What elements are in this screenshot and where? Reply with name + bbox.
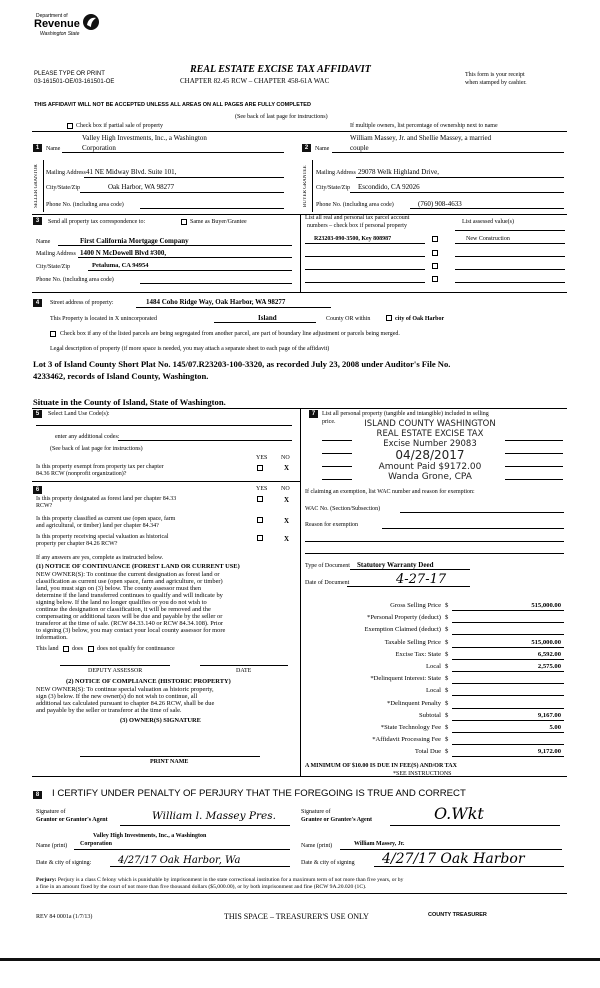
fee-row bbox=[305, 712, 567, 722]
city-checkbox[interactable] bbox=[386, 315, 392, 321]
fee-currency: $ bbox=[445, 626, 449, 634]
fee-line bbox=[452, 732, 564, 733]
pp-line-4b bbox=[505, 479, 563, 480]
grantor-sig-label-1: Signature of bbox=[36, 809, 66, 815]
fee-currency: $ bbox=[445, 711, 449, 719]
correspondence-mailing: 1400 N McDowell Blvd #300, bbox=[80, 249, 167, 257]
fee-value: 9,167.00 bbox=[537, 711, 561, 719]
buyer-mailing: 29078 Welk Highland Drive, bbox=[358, 168, 439, 176]
section-7-bottom bbox=[32, 776, 567, 777]
fee-row bbox=[305, 700, 567, 710]
owner-signature-line bbox=[80, 756, 260, 757]
grantor-date-label: Date & city of signing: bbox=[36, 860, 92, 866]
parcel-line-4 bbox=[305, 282, 425, 283]
correspondence-phone-label: Phone No. (including area code) bbox=[36, 277, 114, 283]
section-5-number: 5 bbox=[33, 410, 42, 418]
parcel-number: R23203-090-3500, Key 808987 bbox=[314, 236, 392, 242]
county-name: Island bbox=[258, 314, 277, 322]
street-address-line bbox=[136, 307, 331, 308]
doc-type: Statutory Warranty Deed bbox=[357, 561, 434, 569]
parcel-4-checkbox[interactable] bbox=[432, 276, 438, 282]
buyer-name-1: William Massey, Jr. and Shellie Massey, a married bbox=[350, 134, 492, 142]
seller-name-2: Corporation bbox=[82, 144, 116, 152]
frame-top bbox=[32, 131, 567, 132]
form-chapter: CHAPTER 82.45 RCW – CHAPTER 458-61A WAC bbox=[180, 77, 330, 85]
additional-codes-label: enter any additional codes: bbox=[55, 434, 120, 440]
partial-sale-label: Check box if partial sale of property bbox=[76, 123, 163, 129]
land-use-label: Select Land Use Code(s): bbox=[48, 411, 110, 417]
seller-mailing-line bbox=[84, 177, 284, 178]
segregated-label: Check box if any of the listed parcels are being segregated from another parcel, are part of boundary line adjustment or parcels being merged. bbox=[60, 331, 400, 337]
buyer-name-2: couple bbox=[350, 144, 369, 152]
buyer-phone-label: Phone No. (including area code) bbox=[316, 202, 394, 208]
deputy-date-line bbox=[200, 665, 288, 666]
lower-column-divider bbox=[300, 408, 301, 776]
fee-currency: $ bbox=[445, 724, 449, 731]
current-use-question-2: and agricultural, or timber) land per chapter 84.34? bbox=[36, 523, 159, 529]
land-does-not-label: does not qualify for continuance bbox=[97, 646, 175, 652]
exempt-question-2: 84.36 RCW (nonprofit organization)? bbox=[36, 471, 127, 477]
personal-property-2: price. bbox=[322, 419, 336, 425]
historic-question-2: property per chapter 84.26 RCW? bbox=[36, 541, 118, 547]
doc-type-line bbox=[350, 569, 470, 570]
pp-line-1a bbox=[322, 440, 352, 441]
seller-city: Oak Harbor, WA 98277 bbox=[108, 183, 175, 191]
grantor-sig-label-2: Grantor or Grantor's Agent bbox=[36, 817, 108, 823]
fee-row bbox=[305, 663, 567, 673]
correspondence-name: First California Mortgage Company bbox=[80, 237, 189, 245]
fee-line bbox=[452, 683, 564, 684]
fee-value: 6,592.00 bbox=[537, 650, 561, 658]
historic-question-1: Is this property receiving special valuation as historical bbox=[36, 534, 169, 540]
fee-line bbox=[452, 671, 564, 672]
grantee-sig-line bbox=[390, 825, 560, 826]
notice-continuance-line-5: signing below. If the land no longer qualifies or you do not wish to bbox=[36, 599, 207, 606]
perjury-bold: Perjury: bbox=[36, 877, 57, 883]
fee-currency: $ bbox=[445, 663, 449, 670]
please-type: PLEASE TYPE OR PRINT bbox=[34, 71, 105, 77]
notice-continuance-title: (1) NOTICE OF CONTINUANCE (FOREST LAND OR CURRENT USE) bbox=[36, 563, 240, 570]
fee-label: Excise Tax: State bbox=[395, 650, 441, 658]
grantee-print: William Massey, Jr. bbox=[354, 841, 405, 847]
fee-row bbox=[305, 626, 567, 636]
grantor-print-line bbox=[74, 849, 290, 850]
pp-line-1b bbox=[505, 440, 563, 441]
notice-continuance-line-4: determine if the land transferred continues to qualify and will indicate by bbox=[36, 592, 223, 599]
fee-line bbox=[452, 647, 564, 648]
fee-row bbox=[305, 748, 567, 758]
fee-label: *Delinquent Penalty bbox=[386, 699, 441, 707]
exemption-claim-label: If claiming an exemption, list WAC number and reason for exemption: bbox=[305, 489, 475, 495]
fee-value: 5.00 bbox=[549, 724, 561, 731]
buyer-mailing-label: Mailing Address bbox=[316, 170, 356, 176]
seller-mailing: 41 NE Midway Blvd. Suite 101, bbox=[86, 168, 177, 176]
tax-correspondence-label: Send all property tax correspondence to: bbox=[48, 219, 146, 225]
fee-row bbox=[305, 602, 567, 612]
grantee-signature: O.Wkt bbox=[434, 804, 484, 823]
fee-line bbox=[452, 744, 564, 745]
legal-description-2: 4233462, records of Island County, Washington. bbox=[33, 371, 209, 381]
fee-label: Gross Selling Price bbox=[390, 602, 441, 609]
fee-label: *Affidavit Processing Fee bbox=[372, 736, 441, 744]
minimum-due: A MINIMUM OF $10.00 IS DUE IN FEE(S) AND/OR TAX bbox=[305, 763, 457, 769]
fee-row bbox=[305, 724, 567, 734]
grantor-print-2: Corporation bbox=[80, 841, 112, 847]
buyer-side-label: BUYER GRANTEE bbox=[303, 165, 308, 207]
seller-city-label: City/State/Zip bbox=[46, 185, 80, 191]
treasurer-stamp bbox=[356, 419, 504, 482]
form-title: REAL ESTATE EXCISE TAX AFFIDAVIT bbox=[190, 64, 371, 75]
perjury-line-2: a fine in an amount fixed by the court of not more than five thousand dollars ($5,000.00), or by both imprisonment and fine (RCW 9A.20.020 (1C). bbox=[36, 884, 367, 890]
same-as-buyer-label: Same as Buyer/Grantee bbox=[190, 219, 247, 225]
land-does-not-checkbox[interactable] bbox=[88, 646, 94, 652]
parcel-1-checkbox[interactable] bbox=[432, 236, 438, 242]
stamp-line-3: Excise Number 29083 bbox=[383, 439, 477, 449]
notice-compliance-line-2: sign (3) below. If the new owner(s) do not wish to continue, all bbox=[36, 693, 198, 700]
section-4-number: 4 bbox=[33, 299, 42, 307]
personal-property-1: List all personal property (tangible and intangible) included in selling bbox=[322, 411, 489, 417]
notice-continuance-line-6: continue the designation or classification, it will be removed and the bbox=[36, 606, 211, 613]
any-yes-note: If any answers are yes, complete as instructed below. bbox=[36, 555, 164, 561]
parcel-line-1 bbox=[305, 243, 425, 244]
forest-land-yes-checkbox[interactable] bbox=[257, 496, 263, 502]
fee-line bbox=[452, 720, 564, 721]
seller-side-border bbox=[43, 160, 44, 212]
fee-line bbox=[452, 659, 564, 660]
fee-label: Total Due bbox=[414, 748, 441, 756]
owner-signature-title: (3) OWNER(S) SIGNATURE bbox=[120, 717, 201, 724]
grantor-sig-line bbox=[120, 825, 290, 826]
same-as-buyer-checkbox[interactable] bbox=[181, 219, 187, 225]
grantee-sig-label-1: Signature of bbox=[301, 809, 331, 815]
notice-compliance-line-3: additional tax calculated pursuant to chapter 84.26 RCW, shall be due bbox=[36, 700, 215, 707]
section-3-divider bbox=[300, 214, 301, 292]
assessed-line-2 bbox=[455, 256, 565, 257]
fee-line bbox=[452, 622, 564, 623]
stamp-line-2: REAL ESTATE EXCISE TAX bbox=[376, 429, 484, 439]
correspondence-city-line bbox=[88, 270, 292, 271]
grantor-date-line bbox=[110, 866, 290, 867]
exempt-yes-checkbox[interactable] bbox=[257, 465, 263, 471]
deputy-date-label: DATE bbox=[236, 668, 252, 674]
seller-phone-line bbox=[140, 208, 284, 209]
correspondence-city-label: City/State/Zip bbox=[36, 264, 70, 270]
logo-emblem-icon bbox=[82, 13, 100, 31]
reason-line bbox=[382, 528, 564, 529]
s6-yes-head: YES bbox=[256, 486, 268, 492]
street-address: 1484 Coho Ridge Way, Oak Harbor, WA 98277 bbox=[146, 298, 286, 306]
fee-row bbox=[305, 651, 567, 661]
grantee-print-label: Name (print) bbox=[301, 843, 333, 849]
logo-line3: Washington State bbox=[40, 31, 80, 37]
land-use-line bbox=[36, 425, 292, 426]
notice-continuance-line-10: information. bbox=[36, 634, 68, 641]
section-3-number: 3 bbox=[33, 217, 42, 225]
perjury-text: Perjury is a class C felony which is punishable by imprisonment in the state correctional institution for a maximum term of not more than five years, or by bbox=[56, 877, 404, 883]
pp-line-2b bbox=[505, 453, 563, 454]
reason-line-2 bbox=[305, 541, 564, 542]
section-5-bottom bbox=[32, 481, 300, 482]
fee-line bbox=[452, 695, 564, 696]
fee-label: Local bbox=[425, 663, 441, 670]
grantor-date-city: 4/27/17 Oak Harbor, Wa bbox=[118, 855, 241, 866]
correspondence-mailing-line bbox=[78, 257, 292, 258]
assessed-line-4 bbox=[455, 282, 565, 283]
notice-continuance-line-3: land, you must sign on (3) below. The county assessor must then bbox=[36, 585, 202, 592]
forest-land-question-1: Is this property designated as forest land per chapter 84.33 bbox=[36, 496, 177, 502]
notice-compliance-title: (2) NOTICE OF COMPLIANCE (HISTORIC PROPERTY) bbox=[66, 678, 231, 685]
correspondence-name-label: Name bbox=[36, 239, 51, 245]
buyer-mailing-line bbox=[356, 177, 564, 178]
correspondence-city: Petaluma, CA 94954 bbox=[92, 262, 149, 269]
land-use-see-back: (See back of last page for instructions) bbox=[50, 446, 143, 452]
doc-date-line bbox=[347, 586, 470, 587]
buyer-name-line bbox=[332, 152, 564, 153]
seller-side-label: SELLER GRANTOR bbox=[34, 164, 39, 208]
exempt-no-answer: X bbox=[284, 464, 290, 472]
correspondence-mailing-label: Mailing Address bbox=[36, 251, 76, 257]
fee-currency: $ bbox=[445, 699, 449, 707]
reason-label: Reason for exemption bbox=[305, 522, 358, 528]
parcel-line-3 bbox=[305, 269, 425, 270]
stamp-line-5: Amount Paid $9172.00 bbox=[378, 462, 482, 472]
fee-value: 515,000.00 bbox=[531, 638, 561, 646]
receipt-note-1: This form is your receipt bbox=[465, 72, 525, 78]
reason-line-3 bbox=[305, 553, 564, 554]
fee-currency: $ bbox=[445, 638, 449, 646]
legal-description-label: Legal description of property (if more space is needed, you may attach a separate sheet to each page of the affidavit) bbox=[50, 346, 330, 352]
pp-line-2a bbox=[322, 453, 352, 454]
grantee-date-label: Date & city of signing bbox=[301, 860, 355, 866]
notice-continuance-line-2: classification as current use (open space, farm and agriculture, or timber) bbox=[36, 578, 223, 585]
assessed-head-underline bbox=[455, 230, 565, 231]
notice-continuance-line-9: to signing (3) below, you may contact your local county assessor for more bbox=[36, 627, 226, 634]
fee-row bbox=[305, 614, 567, 624]
city-of: city of Oak Harbor bbox=[395, 316, 445, 322]
buyer-city-line bbox=[350, 192, 564, 193]
fee-value: 9,172.00 bbox=[537, 748, 561, 756]
fee-label: Subtotal bbox=[419, 711, 441, 719]
fee-row bbox=[305, 639, 567, 649]
fee-line bbox=[452, 610, 564, 611]
assessed-value: New Construction bbox=[466, 236, 510, 242]
section-1-number: 1 bbox=[33, 144, 42, 152]
parcel-2-checkbox[interactable] bbox=[432, 250, 438, 256]
stamp-line-6: Wanda Grone, CPA bbox=[388, 472, 472, 482]
print-name-label: PRINT NAME bbox=[150, 759, 189, 765]
buyer-side-border bbox=[312, 160, 313, 212]
see-instructions: *SEE INSTRUCTIONS bbox=[393, 771, 452, 777]
pp-line-3b bbox=[505, 466, 563, 467]
stamp-line-4: 04/28/2017 bbox=[395, 448, 465, 462]
fee-label: Local bbox=[425, 687, 441, 695]
buyer-city: Escondido, CA 92026 bbox=[358, 183, 420, 191]
multiple-owners-note: If multiple owners, list percentage of ownership next to name bbox=[350, 123, 498, 129]
grantee-print-line bbox=[340, 849, 562, 850]
section-8-number: 8 bbox=[33, 791, 42, 799]
grantor-print-label: Name (print) bbox=[36, 843, 68, 849]
fee-currency: $ bbox=[445, 602, 449, 609]
section-8-bottom bbox=[32, 893, 567, 894]
section-3-bottom bbox=[32, 292, 567, 293]
land-does-checkbox[interactable] bbox=[63, 646, 69, 652]
logo-line1: Department of bbox=[36, 13, 68, 19]
county-treasurer: COUNTY TREASURER bbox=[428, 912, 487, 918]
buyer-name-label: Name bbox=[315, 146, 330, 152]
fee-currency: $ bbox=[445, 687, 449, 695]
pp-line-3a bbox=[322, 466, 352, 467]
fee-currency: $ bbox=[445, 614, 449, 622]
parcel-head-2: numbers – check box if personal property bbox=[307, 223, 407, 229]
legal-description-1: Lot 3 of Island County Short Plat No. 145/07.R23203-100-3320, as recorded July 23, 2008 under Auditor's File No. bbox=[33, 359, 451, 369]
deputy-assessor-label: DEPUTY ASSESSOR bbox=[88, 668, 143, 674]
receipt-note-2: when stamped by cashier. bbox=[465, 80, 527, 86]
fee-currency: $ bbox=[445, 675, 449, 683]
fee-label: Exemption Claimed (deduct) bbox=[364, 626, 441, 634]
doc-date-label: Date of Document bbox=[305, 580, 350, 586]
notice-compliance-line-4: and payable by the seller or transferor at the time of sale. bbox=[36, 707, 182, 714]
stamp-line-1: ISLAND COUNTY WASHINGTON bbox=[364, 419, 496, 429]
county-or-within: County OR within bbox=[326, 316, 371, 322]
additional-codes-line bbox=[118, 440, 292, 441]
exempt-question-1: Is this property exempt from property tax per chapter bbox=[36, 464, 164, 470]
fee-currency: $ bbox=[445, 736, 449, 744]
county-line bbox=[214, 322, 316, 323]
fee-label: *State Technology Fee bbox=[380, 724, 441, 731]
fee-currency: $ bbox=[445, 748, 449, 756]
section-7-number: 7 bbox=[309, 410, 318, 418]
historic-no-answer: X bbox=[284, 535, 290, 543]
section-6-number: 6 bbox=[33, 486, 42, 494]
assessed-line-1 bbox=[455, 243, 565, 244]
current-use-no-answer: X bbox=[284, 517, 290, 525]
parcel-line-2 bbox=[305, 256, 425, 257]
correspondence-phone-line bbox=[140, 283, 292, 284]
seller-name-1: Valley High Investments, Inc., a Washington bbox=[82, 134, 207, 142]
parcel-3-checkbox[interactable] bbox=[432, 263, 438, 269]
notice-continuance-line-8: transferor at the time of sale. (RCW 84.33.140 or RCW 84.34.108). Prior bbox=[36, 620, 224, 627]
section-2-number: 2 bbox=[302, 144, 311, 152]
fee-line bbox=[452, 756, 564, 757]
seller-mailing-label: Mailing Address bbox=[46, 170, 86, 176]
fee-row bbox=[305, 687, 567, 697]
current-use-yes-checkbox[interactable] bbox=[257, 517, 263, 523]
exempt-yes-head: YES bbox=[256, 455, 268, 461]
treasurer-space: THIS SPACE – TREASURER'S USE ONLY bbox=[224, 912, 369, 921]
seller-city-line bbox=[80, 192, 284, 193]
parcel-head-1: List all real and personal tax parcel account bbox=[305, 215, 410, 221]
grantor-print-1: Valley High Investments, Inc., a Washington bbox=[93, 833, 207, 839]
pp-line-4a bbox=[322, 479, 352, 480]
grantee-date-line bbox=[374, 866, 564, 867]
dor-logo bbox=[34, 11, 104, 41]
fee-line bbox=[452, 708, 564, 709]
legal-description-3: Situate in the County of Island, State of Washington. bbox=[33, 397, 226, 407]
logo-line2: Revenue bbox=[34, 18, 80, 30]
current-use-question-1: Is this property classified as current use (open space, farm bbox=[36, 516, 176, 522]
notice-compliance-line-1: NEW OWNER(S): To continue special valuation as historic property, bbox=[36, 686, 214, 693]
assessed-head: List assessed value(s) bbox=[462, 219, 514, 225]
fee-label: Taxable Selling Price bbox=[384, 638, 441, 646]
fee-row bbox=[305, 675, 567, 685]
grantor-signature: William l. Massey Pres. bbox=[152, 810, 276, 822]
segregated-checkbox[interactable] bbox=[50, 331, 56, 337]
s6-no-head: NO bbox=[281, 486, 290, 492]
fee-label: *Delinquent Interest: State bbox=[370, 675, 441, 683]
seller-phone-label: Phone No. (including area code) bbox=[46, 202, 124, 208]
fee-label: *Personal Property (deduct) bbox=[367, 614, 441, 622]
bottom-bar bbox=[0, 958, 600, 961]
fee-currency: $ bbox=[445, 650, 449, 658]
assessed-line-3 bbox=[455, 269, 565, 270]
rev-number: REV 84 0001a (1/7/13) bbox=[36, 914, 93, 920]
wac-label: WAC No. (Section/Subsection) bbox=[305, 506, 381, 512]
exempt-no-head: NO bbox=[281, 455, 290, 461]
this-land-label: This land bbox=[36, 646, 59, 652]
fee-value: 2,575.00 bbox=[537, 663, 561, 670]
buyer-phone-line bbox=[410, 208, 564, 209]
doc-date: 4-27-17 bbox=[396, 572, 447, 587]
forest-land-no-answer: X bbox=[284, 496, 290, 504]
wac-line bbox=[400, 512, 564, 513]
notice-continuance-line-7: compensating or additional taxes will be due and payable by the seller or bbox=[36, 613, 223, 620]
deputy-line bbox=[60, 665, 170, 666]
seller-name-line bbox=[62, 152, 284, 153]
grantee-date-city: 4/27/17 Oak Harbor bbox=[382, 851, 525, 867]
seller-name-label: Name bbox=[46, 146, 61, 152]
perjury-line-1 bbox=[36, 877, 403, 883]
form-codes: 03-161501-OE/03-161501-OE bbox=[34, 79, 115, 85]
forest-land-question-2: RCW? bbox=[36, 503, 53, 509]
fee-row bbox=[305, 736, 567, 746]
fee-line bbox=[452, 634, 564, 635]
doc-type-label: Type of Document bbox=[305, 563, 350, 569]
located-label: This Property is located in X unincorporated bbox=[50, 316, 157, 322]
notice-continuance-line-1: NEW OWNER(S): To continue the current designation as forest land or bbox=[36, 571, 220, 578]
fee-value: 515,000.00 bbox=[531, 602, 561, 609]
buyer-phone: (760) 908-4633 bbox=[418, 200, 462, 208]
certify-statement: I CERTIFY UNDER PENALTY OF PERJURY THAT THE FOREGOING IS TRUE AND CORRECT bbox=[52, 788, 466, 799]
land-does-label: does bbox=[72, 646, 83, 652]
see-back-instructions: (See back of last page for instructions) bbox=[235, 114, 328, 120]
partial-sale-checkbox[interactable] bbox=[67, 123, 73, 129]
street-address-label: Street address of property: bbox=[50, 300, 114, 306]
buyer-city-label: City/State/Zip bbox=[316, 185, 350, 191]
historic-yes-checkbox[interactable] bbox=[257, 535, 263, 541]
correspondence-name-line bbox=[58, 245, 292, 246]
grantee-sig-label-2: Grantee or Grantee's Agent bbox=[301, 817, 373, 823]
warning-text: THIS AFFIDAVIT WILL NOT BE ACCEPTED UNLESS ALL AREAS ON ALL PAGES ARE FULLY COMPLETED bbox=[34, 102, 311, 108]
